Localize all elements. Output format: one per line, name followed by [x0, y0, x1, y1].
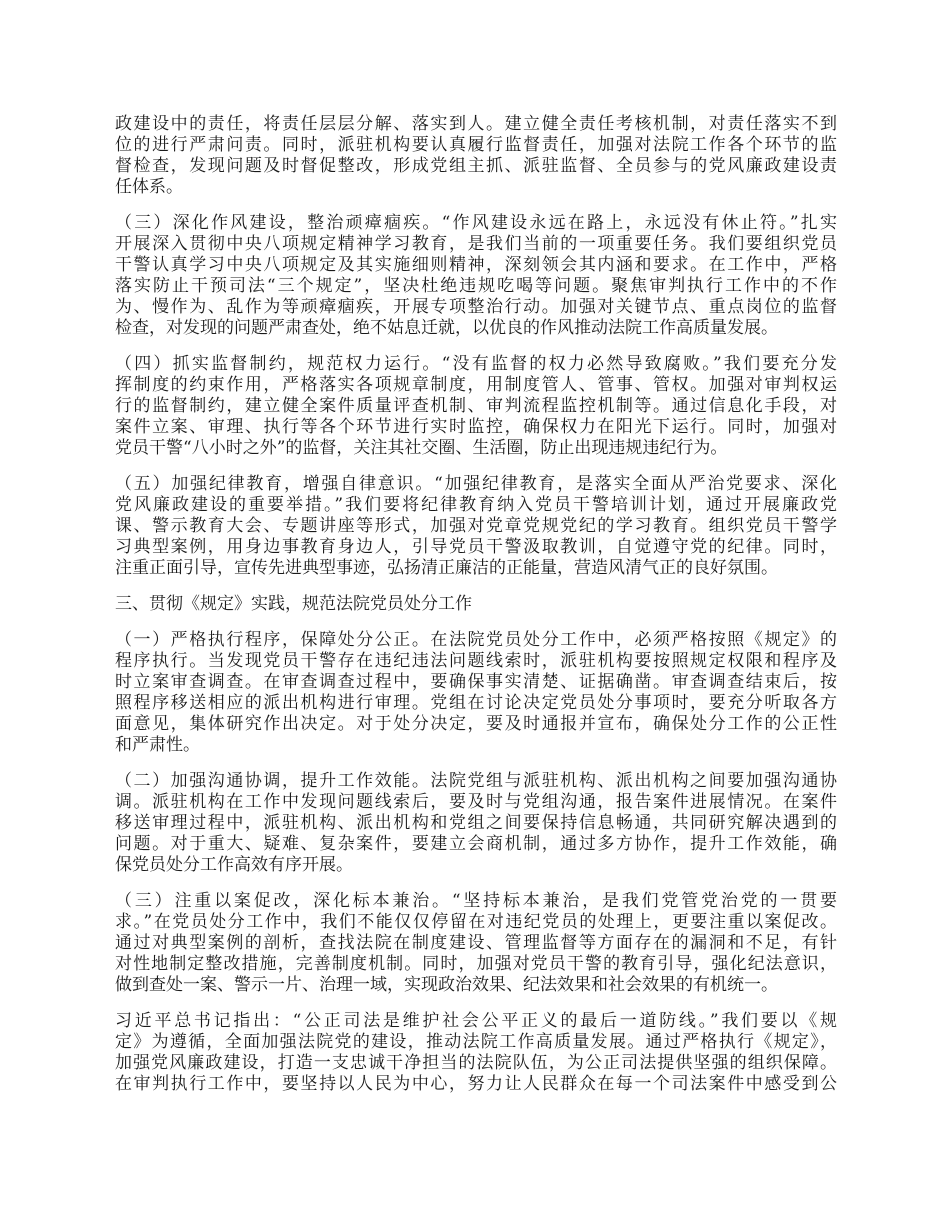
text-line: 任体系。 — [115, 177, 183, 197]
paragraph — [115, 630, 837, 756]
text-line: 对性地制定整改措施，完善制度机制。同时，加强对党员干警的教育引导，强化纪法意识， — [115, 954, 837, 974]
paragraph — [115, 771, 837, 876]
text-line: 课、警示教育大会、专题讲座等形式，加强对党章党规党纪的学习教育。组织党员干警学 — [115, 516, 837, 536]
text-line: 党员干警“八小时之外”的监督，关注其社交圈、生活圈，防止出现违规违纪行为。 — [115, 438, 728, 458]
text-line: （三）深化作风建设，整治顽瘴痼疾。“作风建设永远在路上，永远没有休止符。”扎实 — [115, 213, 837, 233]
text-line: 挥制度的约束作用，严格落实各项规章制度，用制度管人、管事、管权。加强对审判权运 — [115, 375, 837, 395]
text-line: （一）严格执行程序，保障处分公正。在法院党员处分工作中，必须严格按照《规定》的 — [115, 630, 837, 650]
paragraph — [115, 213, 837, 339]
text-line: 行的监督制约，建立健全案件质量评查机制、审判流程监控机制等。通过信息化手段，对 — [115, 396, 837, 416]
text-line: 督检查，发现问题及时督促整改，形成党组主抓、派驻监督、全员参与的党风廉政建设责 — [115, 156, 837, 176]
text-line: 问题。对于重大、疑难、复杂案件，要建立会商机制，通过多方协作，提升工作效能，确 — [115, 834, 837, 854]
text-line: 注重正面引导，宣传先进典型事迹，弘扬清正廉洁的正能量，营造风清气正的良好氛围。 — [115, 558, 778, 578]
text-line: 政建设中的责任，将责任层层分解、落实到人。建立健全责任考核机制，对责任落实不到 — [115, 114, 837, 134]
text-line: 检查，对发现的问题严肃查处，绝不姑息迁就，以优良的作风推动法院工作高质量发展。 — [115, 318, 778, 338]
text-line: 移送审理过程中，派驻机构、派出机构和党组之间要保持信息畅通，共同研究解决遇到的 — [115, 813, 837, 833]
text-line: 为、慢作为、乱作为等顽瘴痼疾，开展专项整治行动。加强对关键节点、重点岗位的监督 — [115, 297, 837, 317]
text-line: （四）抓实监督制约，规范权力运行。“没有监督的权力必然导致腐败。”我们要充分发 — [115, 354, 837, 374]
paragraph — [115, 1011, 837, 1095]
text-line: 时立案审查调查。在审查调查过程中，要确保事实清楚、证据确凿。审查调查结束后，按 — [115, 672, 837, 692]
text-line: 求。”在党员处分工作中，我们不能仅仅停留在对违纪党员的处理上，更要注重以案促改。 — [115, 912, 837, 932]
text-line: 照程序移送相应的派出机构进行审理。党组在讨论决定党员处分事项时，要充分听取各方 — [115, 693, 837, 713]
text-line: 位的进行严肃问责。同时，派驻机构要认真履行监督责任，加强对法院工作各个环节的监 — [115, 135, 837, 155]
text-line: 通过对典型案例的剖析，查找法院在制度建设、管理监督等方面存在的漏洞和不足，有针 — [115, 933, 837, 953]
text-line: 干警认真学习中央八项规定及其实施细则精神，深刻领会其内涵和要求。在工作中，严格 — [115, 255, 837, 275]
text-line: （五）加强纪律教育，增强自律意识。“加强纪律教育，是落实全面从严治党要求、深化 — [115, 474, 837, 494]
text-line: 党风廉政建设的重要举措。”我们要将纪律教育纳入党员干警培训计划，通过开展廉政党 — [115, 495, 837, 515]
text-line: 保党员处分工作高效有序开展。 — [115, 855, 353, 875]
text-line: 开展深入贯彻中央八项规定精神学习教育，是我们当前的一项重要任务。我们要组织党员 — [115, 234, 837, 254]
text-line: 案件立案、审理、执行等各个环节进行实时监控，确保权力在阳光下运行。同时，加强对 — [115, 417, 837, 437]
text-line: 习近平总书记指出：“公正司法是维护社会公平正义的最后一道防线。”我们要以《规 — [115, 1011, 837, 1031]
text-line: 落实防止干预司法“三个规定”，坚决杜绝违规吃喝等问题。聚焦审判执行工作中的不作 — [115, 276, 837, 296]
text-line: 程序执行。当发现党员干警存在违纪违法问题线索时，派驻机构要按照规定权限和程序及 — [115, 651, 837, 671]
section-heading — [115, 594, 837, 615]
text-line: 定》为遵循，全面加强法院党的建设，推动法院工作高质量发展。通过严格执行《规定》， — [115, 1032, 837, 1052]
paragraph — [115, 891, 837, 996]
document-body — [115, 114, 837, 1110]
paragraph — [115, 474, 837, 579]
text-line: 和严肃性。 — [115, 735, 200, 755]
paragraph — [115, 114, 837, 198]
text-line: （三）注重以案促改，深化标本兼治。“坚持标本兼治，是我们党管党治党的一贯要 — [115, 891, 837, 911]
paragraph — [115, 354, 837, 459]
text-line: 三、贯彻《规定》实践，规范法院党员处分工作 — [115, 594, 472, 614]
text-line: 面意见，集体研究作出决定。对于处分决定，要及时通报并宣布，确保处分工作的公正性 — [115, 714, 837, 734]
text-line: 加强党风廉政建设，打造一支忠诚干净担当的法院队伍，为公正司法提供坚强的组织保障。 — [115, 1053, 837, 1073]
text-line: 在审判执行工作中，要坚持以人民为中心，努力让人民群众在每一个司法案件中感受到公 — [115, 1074, 837, 1094]
text-line: （二）加强沟通协调，提升工作效能。法院党组与派驻机构、派出机构之间要加强沟通协 — [115, 771, 837, 791]
text-line: 习典型案例，用身边事教育身边人，引导党员干警汲取教训，自觉遵守党的纪律。同时， — [115, 537, 837, 557]
text-line: 做到查处一案、警示一片、治理一域，实现政治效果、纪法效果和社会效果的有机统一。 — [115, 975, 778, 995]
text-line: 调。派驻机构在工作中发现问题线索后，要及时与党组沟通，报告案件进展情况。在案件 — [115, 792, 837, 812]
